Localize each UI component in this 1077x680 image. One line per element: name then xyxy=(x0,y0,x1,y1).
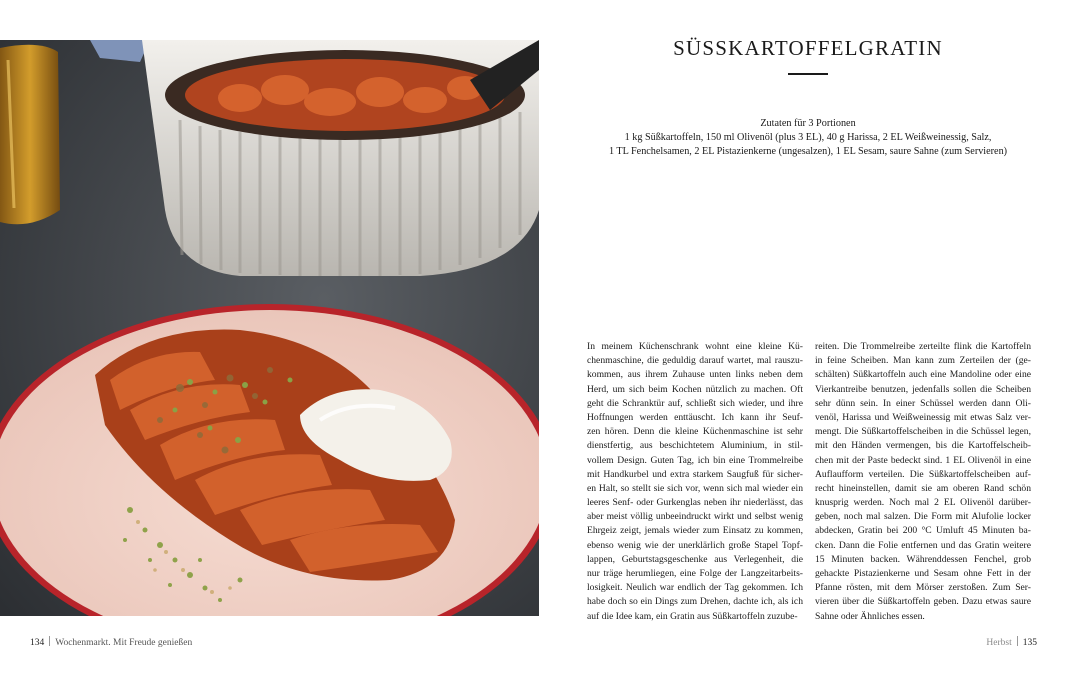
body-text-line: gehackte Pistazienkerne und Sesam ohne Fett in der xyxy=(815,568,1031,579)
body-text-line: chenmaschine, die geduldig darauf wartet, mal rauszu- xyxy=(587,355,803,367)
ingredients-block xyxy=(600,117,1016,159)
body-text-line: habe doch so ein Dings zum Drehen, dachte ich, als ich xyxy=(587,596,803,608)
body-text-line: mit den Händen vermengen, bis die Kartoffelscheib- xyxy=(815,440,1031,452)
ingredients-line: 1 kg Süßkartoffeln, 150 ml Olivenöl (plus 3 EL), 40 g Harissa, 2 EL Weißweinessig, Salz, xyxy=(624,132,992,143)
body-text-line: leeres Senf- oder Gurkenglas neben ihr niederlässt, das xyxy=(587,497,803,509)
body-text-line: mit Handkurbel und extra starkem Saugfuß für sicher- xyxy=(587,468,803,480)
body-text-line: 15 Minuten backen. Währenddessen Fenchel, grob xyxy=(815,553,1031,565)
body-text-line: schälten) Süßkartoffeln auch eine Mandoline oder eine xyxy=(815,369,1031,381)
footer-separator xyxy=(49,636,50,646)
body-text-line: Herd, um sich beim Kochen nützlich zu machen. Oft xyxy=(587,383,803,395)
baking-dish xyxy=(142,40,539,276)
body-text-line: aber meist völlig unbeeindruckt wirkt und selbst wenig xyxy=(587,511,803,523)
body-text-line: Vierkantreibe benutzen, jedenfalls sollen die Scheiben xyxy=(815,383,1031,395)
food-photo xyxy=(0,40,539,616)
body-text-line: Pfanne rösten, mit dem Mörser zerstoßen. Zum Ser- xyxy=(815,582,1031,594)
page-number: 135 xyxy=(1022,638,1037,648)
body-text-line: vieren über die Süßkartoffeln geben. Dazu etwas saure xyxy=(815,596,1031,608)
amber-glass xyxy=(0,45,60,224)
body-text-line: ebenso wenig wie der unerklärlich große Stapel Topf- xyxy=(587,539,803,551)
body-text-line: en Halt, so stellt sie sich vor, wenn sich mal wieder ein xyxy=(587,482,803,494)
body-text-line: geben, noch mal salzen. Die Form mit Alufolie locker xyxy=(815,511,1031,523)
body-text-line: Ehrgeiz zeigt, jemals wieder zum Einsatz zu kommen, xyxy=(587,525,803,537)
body-text-line: chen mit der Paste bedeckt sind. 1 EL Olivenöl in eine xyxy=(815,454,1031,466)
footer-right xyxy=(986,636,1037,648)
ingredients-heading: Zutaten für 3 Portionen xyxy=(760,118,856,129)
title-divider xyxy=(788,73,828,75)
body-text-line: vollem Design. Guten Tag, ich bin eine Trommelreibe xyxy=(587,454,803,466)
body-text-line: geht die Schranktür auf, schließt sich wieder, und ihre xyxy=(587,397,803,409)
body-text-line: zen hören. Denn die kleine Küchenmaschine ist sehr xyxy=(587,426,803,438)
body-text-line: lappen, Geburtstagsgeschenke aus Verlegenheit, die xyxy=(587,553,803,565)
recipe-title: SÜSSKARTOFFELGRATIN xyxy=(673,36,943,60)
ingredients-line: 1 TL Fenchelsamen, 2 EL Pistazienkerne (ungesalzen), 1 EL Sesam, saure Sahne (zum Servieren) xyxy=(608,146,1008,157)
body-text-line: reiten. Die Trommelreibe zerteilte flink die Kartoffeln xyxy=(815,341,1031,352)
body-text-line: losigkeit. Neulich war endlich der Tag gekommen. Ich xyxy=(587,582,803,594)
body-text-line: auf die Idee kam, ein Gratin aus Süßkartoffeln zuzube- xyxy=(587,610,798,622)
body-text-line: venöl, Harissa und Weißweinessig mit etwas Salz ver- xyxy=(815,411,1031,423)
body-text-line: kommen, aus ihrem Zuhause unten links neben dem xyxy=(587,369,803,381)
page-number: 134 xyxy=(30,638,45,648)
body-text-line: Sahne oder Ähnliches essen. xyxy=(815,610,925,622)
section-name: Herbst xyxy=(986,638,1012,648)
body-text-line: In meinem Küchenschrank wohnt eine kleine Kü- xyxy=(587,341,803,352)
footer-separator xyxy=(1017,636,1018,646)
footer-left xyxy=(30,636,192,648)
body-text-line: dienstfertig, aus beschichtetem Aluminium, in stil- xyxy=(587,440,803,452)
body-text-line: nur träge herumliegen, eine Folge der Langzeitarbeits- xyxy=(587,568,803,579)
body-text-line: mengt. Die Süßkartoffelscheiben in die Schüssel legen, xyxy=(815,426,1031,438)
body-text-line: recht hineinstellen, damit sie am oberen Rand schön xyxy=(815,482,1031,494)
running-title: Wochenmarkt. Mit Freude genießen xyxy=(55,638,193,648)
body-text-line: Hoffnungen werden enttäuscht. Ich kann ihr Seuf- xyxy=(587,411,803,423)
sweet-potato-gratin-image xyxy=(0,40,539,616)
body-column-left xyxy=(587,340,803,624)
body-text-line: sehr dünn sein. In einer Schüssel werden dann Oli- xyxy=(815,397,1031,409)
body-text-line: cken. Dann die Folie entfernen und das Gratin weitere xyxy=(815,539,1031,551)
body-text-line: knusprig werden. Noch mal 2 EL Olivenöl darüber- xyxy=(815,497,1031,509)
body-text-line: in feine Scheiben. Man kann zum Zerteilen der (ge- xyxy=(815,355,1031,367)
body-text-line: abdecken, Gratin bei 200 °C Umluft 45 Minuten ba- xyxy=(815,525,1031,537)
body-column-right xyxy=(815,340,1031,624)
body-text-line: Auflaufform verteilen. Die Süßkartoffelscheiben auf- xyxy=(815,468,1031,480)
